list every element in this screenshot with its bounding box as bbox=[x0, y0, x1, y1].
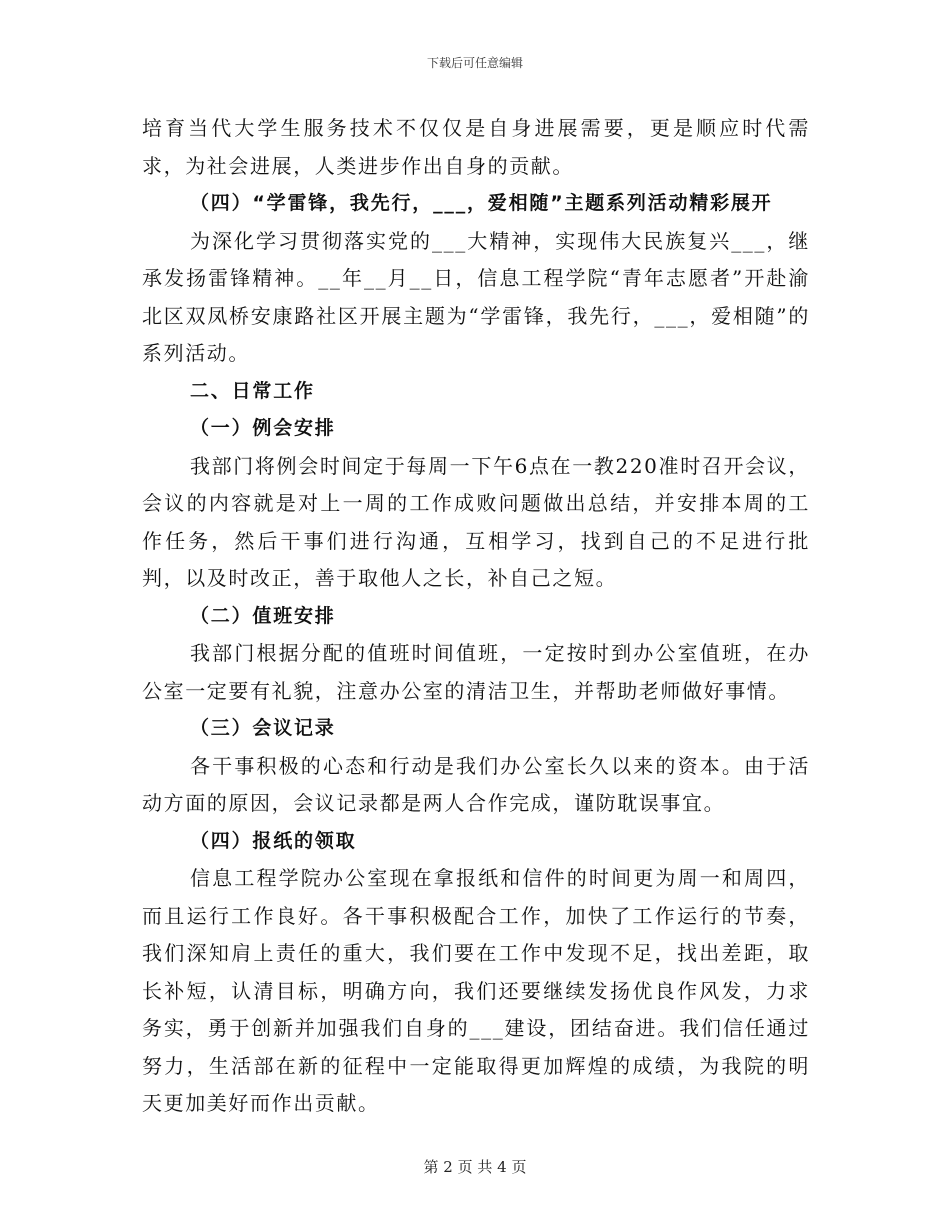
paragraph-meeting: 我部门将例会时间定于每周一下午6点在一教220准时召开会议，会议的内容就是对上一周的工作成败问题做出总结，并安排本周的工作任务，然后干事们进行沟通，互相学习，找到自己的不足进行批判，以及时改正，善于取他人之长，补自己之短。 bbox=[142, 453, 810, 590]
section-heading-activity: （四）“学雷锋，我先行，___，爱相随”主题系列活动精彩展开 bbox=[190, 192, 773, 214]
paragraph-activity: 为深化学习贯彻落实党的___大精神，实现伟大民族复兴___，继承发扬雷锋精神。__年__月__日，信息工程学院“青年志愿者”开赴渝北区双凤桥安康路社区开展主题为“学雷锋，我先行，___，爱相随”的系列活动。 bbox=[142, 228, 810, 365]
paragraph-intro: 培育当代大学生服务技术不仅仅是自身进展需要，更是顺应时代需求，为社会进展，人类进步作出自身的贡献。 bbox=[142, 116, 810, 178]
section-heading-daily-work: 二、日常工作 bbox=[190, 379, 315, 402]
subheading-meeting: （一）例会安排 bbox=[190, 417, 336, 439]
page-header: 下载后可任意编辑 bbox=[426, 56, 523, 70]
subheading-minutes: （三）会议记录 bbox=[190, 717, 336, 739]
subheading-newspaper: （四）报纸的领取 bbox=[190, 829, 357, 852]
paragraph-duty: 我部门根据分配的值班时间值班，一定按时到办公室值班，在办公室一定要有礼貌，注意办公室的清洁卫生，并帮助老师做好事情。 bbox=[142, 641, 810, 703]
page-footer: 第 2 页 共 4 页 bbox=[423, 1158, 527, 1176]
paragraph-minutes: 各干事积极的心态和行动是我们办公室长久以来的资本。由于活动方面的原因，会议记录都是两人合作完成，谨防耽误事宜。 bbox=[142, 753, 810, 815]
document-body bbox=[142, 110, 810, 1123]
subheading-duty: （二）值班安排 bbox=[190, 604, 336, 627]
paragraph-newspaper: 信息工程学院办公室现在拿报纸和信件的时间更为周一和周四，而且运行工作良好。各干事积极配合工作，加快了工作运行的节奏，我们深知肩上责任的重大，我们要在工作中发现不足，找出差距，取长补短，认清目标，明确方向，我们还要继续发扬优良作风发，力求务实，勇于创新并加强我们自身的___建设，团结奋进。我们信任通过努力，生活部在新的征程中一定能取得更加辉煌的成绩，为我院的明天更加美好而作出贡献。 bbox=[142, 866, 810, 1115]
